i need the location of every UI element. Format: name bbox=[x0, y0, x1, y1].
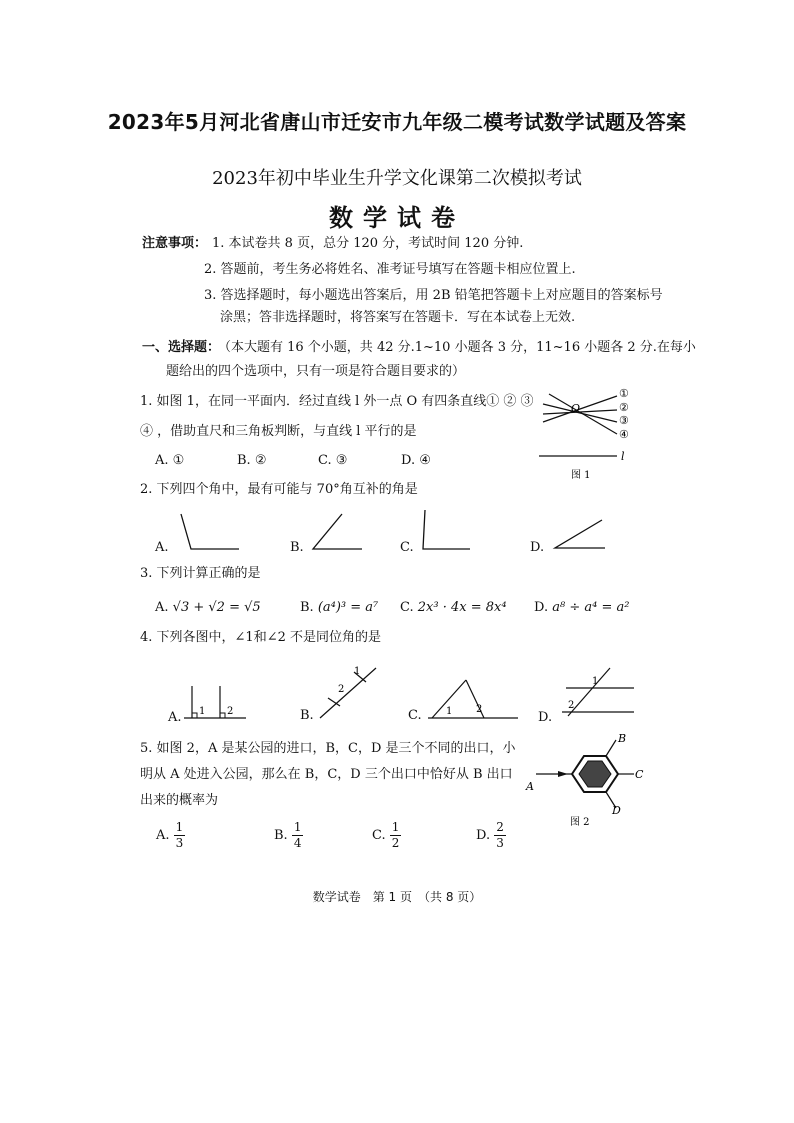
q5-option-d-fraction: $\frac{2}{3}$ bbox=[496, 820, 504, 850]
fig1-point-o: O bbox=[571, 402, 581, 415]
page-footer: 数学试卷 第 1 页 （共 8 页） bbox=[312, 890, 482, 904]
note-item-3: 3. 答选择题时，每小题选出答案后，用 2B 铅笔把答题卡上对应题目的答案标号 bbox=[204, 288, 663, 303]
svg-text:1: 1 bbox=[592, 676, 599, 687]
q5-option-c-fraction: $\frac{1}{2}$ bbox=[391, 820, 400, 850]
q2-option-d[interactable]: D. bbox=[530, 540, 545, 555]
q3-text: 3. 下列计算正确的是 bbox=[140, 566, 261, 581]
q5-text: 5. 如图 2，A 是某公园的进口，B，C，D 是三个不同的出口，小 bbox=[140, 741, 516, 756]
section-1-desc-cont: 题给出的四个选项中，只有一项是符合题目要求的） bbox=[166, 364, 466, 379]
fig1-label-1: ① bbox=[619, 387, 629, 400]
q3-option-c-label: C. bbox=[400, 600, 414, 615]
q4-option-a[interactable]: A. bbox=[168, 710, 182, 725]
q1-option-d[interactable]: D. ④ bbox=[401, 453, 431, 468]
q3-option-d-label: D. bbox=[534, 600, 549, 615]
svg-text:1: 1 bbox=[354, 666, 361, 677]
q3-option-a-expr: √3 + √2 = √5 bbox=[172, 600, 261, 615]
q4-option-c[interactable]: C. bbox=[408, 708, 422, 723]
svg-text:2: 2 bbox=[568, 700, 575, 711]
q4-figure-b bbox=[318, 662, 382, 722]
q2-option-c[interactable]: C. bbox=[400, 540, 414, 555]
q3-option-b-label: B. bbox=[300, 600, 314, 615]
q4-option-d[interactable]: D. bbox=[538, 710, 553, 725]
q3-option-c-expr: 2x³ · 4x = 8x⁴ bbox=[417, 600, 507, 615]
q5-option-d-label: D. bbox=[476, 828, 491, 843]
q5-option-b[interactable] bbox=[274, 820, 303, 851]
fig1-label-4: ④ bbox=[619, 428, 629, 441]
q5-option-c[interactable] bbox=[372, 820, 401, 851]
q5-text-cont: 明从 A 处进入公园，那么在 B，C，D 三个出口中恰好从 B 出口 bbox=[140, 767, 513, 782]
subject-title: 数学试卷 bbox=[329, 204, 465, 232]
fig2-label-c: C bbox=[635, 768, 644, 781]
q5-text-cont-2: 出来的概率为 bbox=[140, 793, 219, 808]
fig2-caption: 图 2 bbox=[570, 817, 590, 828]
section-1-desc: （本大题有 16 个小题，共 42 分.1~10 小题各 3 分，11~16 小题各 2 分.在每小 bbox=[218, 340, 696, 355]
fig1-caption: 图 1 bbox=[571, 470, 591, 481]
fig1-label-3: ③ bbox=[619, 414, 629, 427]
svg-text:2: 2 bbox=[227, 706, 234, 717]
q5-option-b-label: B. bbox=[274, 828, 288, 843]
q1-option-b[interactable]: B. ② bbox=[237, 453, 267, 468]
q4-text: 4. 下列各图中，∠1和∠2 不是同位角的是 bbox=[140, 630, 381, 645]
q3-option-d-expr: a⁸ ÷ a⁴ = a² bbox=[552, 600, 630, 615]
note-item-2: 2. 答题前，考生务必将姓名、准考证号填写在答题卡相应位置上. bbox=[204, 262, 576, 277]
q3-option-a[interactable] bbox=[155, 600, 261, 616]
q1-text-cont: ④ ，借助直尺和三角板判断，与直线 l 平行的是 bbox=[140, 424, 417, 439]
q4-figure-a bbox=[180, 680, 250, 722]
q1-text: 1. 如图 1，在同一平面内．经过直线 l 外一点 O 有四条直线① ② ③ bbox=[140, 394, 534, 409]
figure-2 bbox=[522, 728, 646, 828]
q4-figure-d bbox=[558, 666, 636, 718]
note-item-1: 1. 本试卷共 8 页，总分 120 分，考试时间 120 分钟. bbox=[212, 236, 524, 251]
svg-text:1: 1 bbox=[446, 706, 453, 717]
figure-1 bbox=[535, 382, 635, 482]
q2-option-a[interactable]: A. bbox=[155, 540, 169, 555]
q3-option-a-label: A. bbox=[155, 600, 169, 615]
q5-option-d[interactable] bbox=[476, 820, 506, 851]
document-title: 2023年5月河北省唐山市迁安市九年级二模考试数学试题及答案 bbox=[107, 110, 687, 134]
q2-angle-d bbox=[550, 516, 610, 552]
svg-text:2: 2 bbox=[338, 684, 345, 695]
q4-figure-c bbox=[426, 676, 522, 722]
notes-label: 注意事项： bbox=[142, 236, 208, 251]
q2-text: 2. 下列四个角中，最有可能与 70°角互补的角是 bbox=[140, 482, 418, 497]
fig2-label-d: D bbox=[612, 804, 621, 817]
q4-option-b[interactable]: B. bbox=[300, 708, 314, 723]
svg-text:1: 1 bbox=[199, 706, 206, 717]
q5-option-a-fraction: $\frac{1}{3}$ bbox=[175, 820, 184, 850]
svg-text:2: 2 bbox=[476, 704, 483, 715]
fig1-label-l: l bbox=[621, 450, 625, 463]
q5-option-c-label: C. bbox=[372, 828, 386, 843]
section-1-heading: 一、选择题： bbox=[142, 340, 221, 355]
fig2-label-a: A bbox=[526, 780, 534, 793]
q3-option-c[interactable] bbox=[400, 600, 507, 616]
note-item-3-cont: 涂黑；答非选择题时，将答案写在答题卡．写在本试卷上无效. bbox=[220, 310, 576, 325]
q2-angle-c bbox=[418, 506, 478, 552]
q3-option-b-expr: (a⁴)³ = a⁷ bbox=[317, 600, 379, 615]
q3-option-b[interactable] bbox=[300, 600, 378, 616]
q2-angle-a bbox=[175, 508, 245, 552]
q1-option-a[interactable]: A. ① bbox=[155, 453, 185, 468]
fig1-label-2: ② bbox=[619, 401, 629, 414]
q2-angle-b bbox=[308, 508, 368, 552]
q5-option-b-fraction: $\frac{1}{4}$ bbox=[293, 820, 302, 850]
exam-title: 2023年初中毕业生升学文化课第二次模拟考试 bbox=[212, 168, 582, 189]
q1-option-c[interactable]: C. ③ bbox=[318, 453, 348, 468]
q3-option-d[interactable] bbox=[534, 600, 629, 616]
q5-option-a-label: A. bbox=[156, 828, 170, 843]
fig2-label-b: B bbox=[618, 732, 627, 745]
q5-option-a[interactable] bbox=[156, 820, 185, 851]
q2-option-b[interactable]: B. bbox=[290, 540, 304, 555]
